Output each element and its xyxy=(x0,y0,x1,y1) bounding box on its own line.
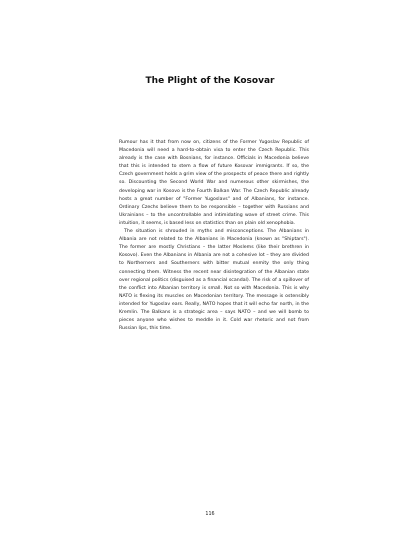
article-body xyxy=(119,139,309,333)
page-title: The Plight of the Kosovar xyxy=(145,76,275,86)
paragraph-1: Rumour has it that from now on, citizens of the Former Yugoslav Republic of Macedonia will need a hard-to-obtain visa to enter the Czech Republic. This already is the case with Bosnians, for instance. Officials in Macedonia believe that this is intended to stem a flow of future Kosovar immigrants. If so, the Czech government holds a grim view of the prospects of peace there and rightly so. Discounting the Second World War and numerous other skirmishes, the developing war in Kosovo is the Fourth Balkan War. The Czech Republic already hosts a great number of "Former Yugoslavs" and of Albanians, for instance. Ordinary Czechs believe them to be responsible – together with Russians and Ukrainians – to the uncontrollable and intimidating wave of street crime. This intuition, it seems, is based less on statistics than on plain old xenophobia. xyxy=(119,140,309,226)
page-number: 116 xyxy=(205,512,215,517)
paragraph-2: The situation is shrouded in myths and misconceptions. The Albanians in Albania are not related to the Albanians in Macedonia (known as "Shiptars"). The former are mostly Christians – the latter Moslems (like their brethren in Kosovo). Even the Albanians in Albania are not a cohesive lot – they are divided to Northerners and Southerners with bitter mutual enmity the only thing connecting them. Witness the recent near disintegration of the Albanian state over regional politics (disguised as a financial scandal). The risk of a spillover of the conflict into Albanian territory is small. Not so with Macedonia. This is why NATO is flexing its muscles on Macedonian territory. The message is ostensibly intended for Yugoslav ears. Really, NATO hopes that it will echo far north, in the Kremlin. The Balkans is a strategic area – says NATO – and we will bomb to pieces anyone who wishes to meddle in it. Cold war rhetoric and not from Russian lips, this time. xyxy=(119,229,309,332)
